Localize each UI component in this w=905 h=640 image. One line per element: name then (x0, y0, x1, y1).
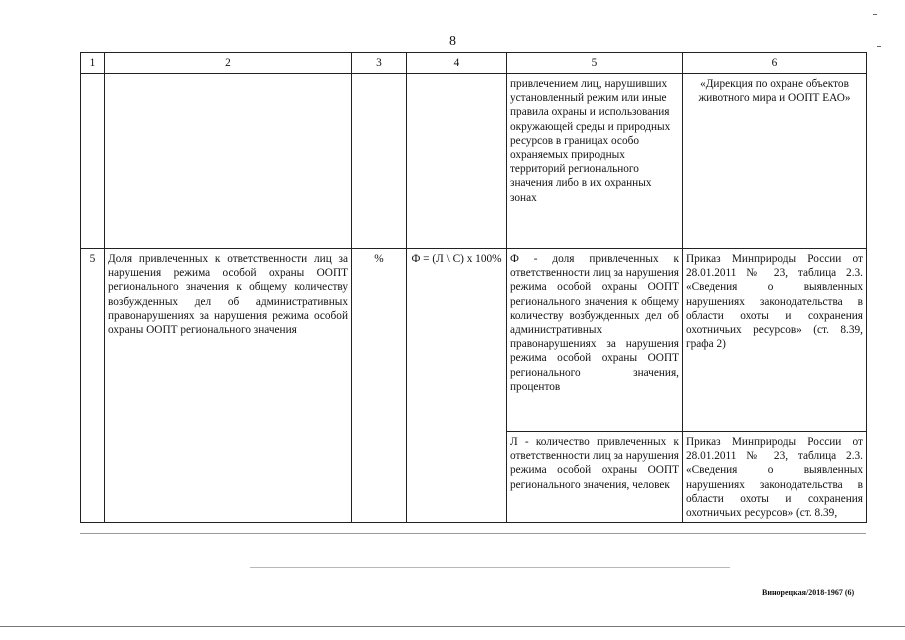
definition-l: Л - количество привлеченных к ответственности лиц за нарушения режима особой охраны ООПТ регионального значения, человек (507, 432, 683, 523)
header-cell-6: 6 (683, 53, 867, 74)
document-code: Винорецкая/2018-1967 (6) (762, 588, 855, 597)
source-f: Приказ Минприроды России от 28.01.2011 № 23, таблица 2.3. «Сведения о выявленных нарушениях законодательства в области охоты и сохранения охотничьих ресурсов» (ст. 8.39, графа 2) (683, 249, 867, 432)
scan-artifact-line (0, 626, 905, 627)
header-cell-4: 4 (407, 53, 507, 74)
scan-speck (873, 14, 877, 15)
definition-f: Ф - доля привлеченных к ответственности лиц за нарушения режима особой охраны ООПТ регионального значения к общему количеству возбужденных дел об административных правонарушениях за нарушения режима особой охраны ООПТ регионального значения, процентов (507, 249, 683, 432)
table-header-row (81, 53, 867, 74)
cell-empty (352, 74, 407, 249)
cell-empty (407, 74, 507, 249)
formula-cell: Ф = (Л \ С) x 100% (407, 249, 507, 523)
page-number: 8 (449, 34, 456, 49)
indicator-name: Доля привлеченных к ответственности лиц за нарушения режима особой охраны ООПТ регионального значения к общему количеству возбужденных дел об административных правонарушениях за нарушения режима особой охраны ООПТ регионального значения (105, 249, 352, 523)
source-l: Приказ Минприроды России от 28.01.2011 № 23, таблица 2.3. «Сведения о выявленных нарушениях законодательства в области охоты и сохранения охотничьих ресурсов» (ст. 8.39, (683, 432, 867, 523)
table-row-5 (81, 249, 867, 432)
cell-empty (81, 74, 105, 249)
row-number: 5 (81, 249, 105, 523)
indicators-table (80, 52, 867, 523)
cell-empty (105, 74, 352, 249)
continued-source: «Дирекция по охране объектов животного мира и ООПТ ЕАО» (683, 74, 867, 249)
scan-artifact-line (250, 567, 730, 568)
scan-speck (877, 46, 881, 47)
header-cell-3: 3 (352, 53, 407, 74)
continued-description: привлечением лиц, нарушивших установленный режим или иные правила охраны и использования окружающей среды и природных ресурсов в границах особо охраняемых природных территорий регионального значения либо в их охранных зонах (507, 74, 683, 249)
table-bottom-edge (80, 533, 866, 534)
header-cell-5: 5 (507, 53, 683, 74)
table-row-continued (81, 74, 867, 249)
unit-cell: % (352, 249, 407, 523)
header-cell-1: 1 (81, 53, 105, 74)
header-cell-2: 2 (105, 53, 352, 74)
